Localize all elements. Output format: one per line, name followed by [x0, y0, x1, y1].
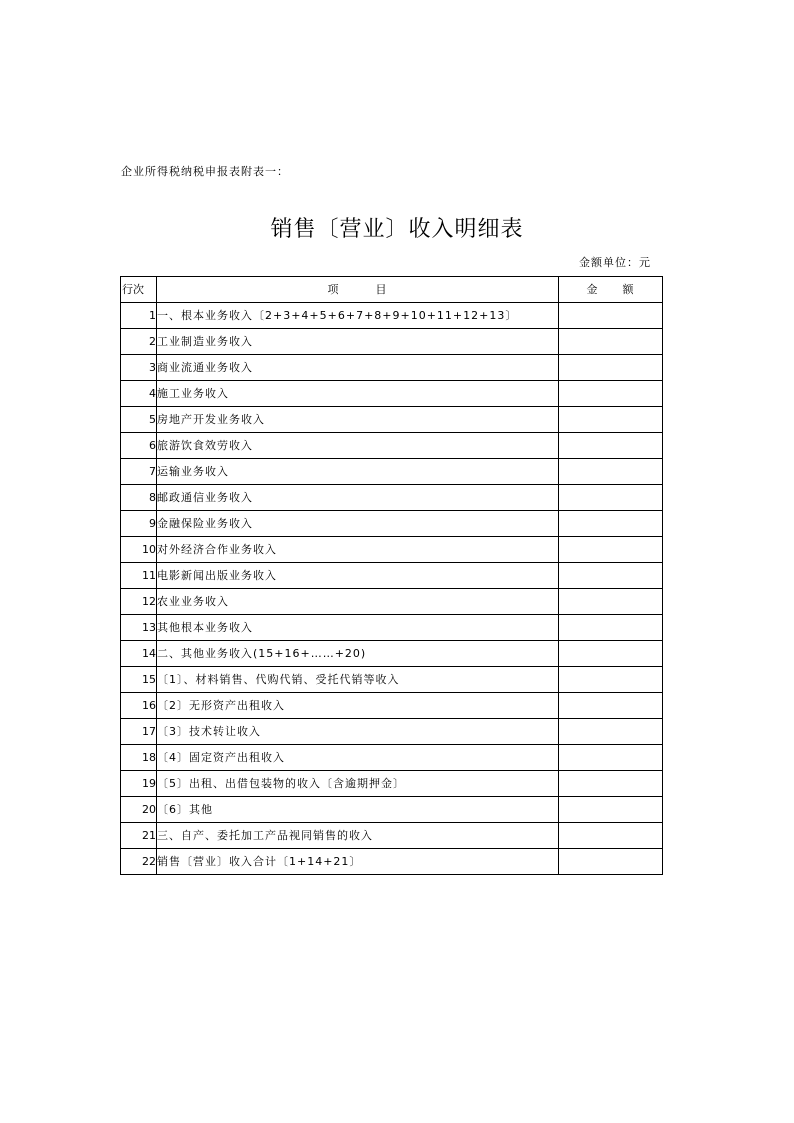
- table-row: [121, 771, 663, 797]
- row-item-label: 销售〔营业〕收入合计〔1+14+21〕: [157, 849, 559, 875]
- row-amount-cell[interactable]: [559, 563, 663, 589]
- row-amount-cell[interactable]: [559, 303, 663, 329]
- row-amount-cell[interactable]: [559, 615, 663, 641]
- row-amount-cell[interactable]: [559, 329, 663, 355]
- row-item-label: 〔5〕出租、出借包装物的收入〔含逾期押金〕: [157, 771, 559, 797]
- row-number: 17: [121, 719, 157, 745]
- currency-unit-note: 金额单位：元: [579, 256, 651, 269]
- row-amount-cell[interactable]: [559, 511, 663, 537]
- row-item-label: 运输业务收入: [157, 459, 559, 485]
- row-item-label: 工业制造业务收入: [157, 329, 559, 355]
- table-row: [121, 355, 663, 381]
- row-item-label: 施工业务收入: [157, 381, 559, 407]
- row-amount-cell[interactable]: [559, 433, 663, 459]
- row-item-label: 电影新闻出版业务收入: [157, 563, 559, 589]
- row-item-label: 二、其他业务收入(15+16+……+20): [157, 641, 559, 667]
- row-number: 19: [121, 771, 157, 797]
- row-number: 20: [121, 797, 157, 823]
- table-row: [121, 407, 663, 433]
- row-number: 6: [121, 433, 157, 459]
- table-row: [121, 641, 663, 667]
- row-number: 10: [121, 537, 157, 563]
- row-item-label: 邮政通信业务收入: [157, 485, 559, 511]
- header-amount-char-1: 金: [586, 282, 599, 296]
- row-amount-cell[interactable]: [559, 537, 663, 563]
- row-number: 22: [121, 849, 157, 875]
- row-amount-cell[interactable]: [559, 693, 663, 719]
- table-row: [121, 433, 663, 459]
- table-row: [121, 589, 663, 615]
- row-item-label: 〔2〕无形资产出租收入: [157, 693, 559, 719]
- table-row: [121, 381, 663, 407]
- row-amount-cell[interactable]: [559, 381, 663, 407]
- row-item-label: 对外经济合作业务收入: [157, 537, 559, 563]
- table-row: [121, 823, 663, 849]
- row-item-label: 〔6〕其他: [157, 797, 559, 823]
- row-item-label: 旅游饮食效劳收入: [157, 433, 559, 459]
- row-number: 16: [121, 693, 157, 719]
- table-row: [121, 693, 663, 719]
- row-number: 5: [121, 407, 157, 433]
- row-amount-cell[interactable]: [559, 823, 663, 849]
- table-row: [121, 797, 663, 823]
- row-number: 8: [121, 485, 157, 511]
- row-amount-cell[interactable]: [559, 667, 663, 693]
- header-row-number: 行次: [121, 277, 157, 303]
- table-row: [121, 485, 663, 511]
- table-header-row: [121, 277, 663, 303]
- row-amount-cell[interactable]: [559, 797, 663, 823]
- row-amount-cell[interactable]: [559, 407, 663, 433]
- row-number: 9: [121, 511, 157, 537]
- table-row: [121, 511, 663, 537]
- row-amount-cell[interactable]: [559, 745, 663, 771]
- revenue-detail-table: [120, 276, 663, 875]
- row-item-label: 房地产开发业务收入: [157, 407, 559, 433]
- table-row: [121, 745, 663, 771]
- row-item-label: 〔4〕固定资产出租收入: [157, 745, 559, 771]
- row-number: 13: [121, 615, 157, 641]
- table-row: [121, 303, 663, 329]
- header-amount: [559, 277, 663, 303]
- row-item-label: 〔3〕技术转让收入: [157, 719, 559, 745]
- row-amount-cell[interactable]: [559, 771, 663, 797]
- row-number: 2: [121, 329, 157, 355]
- row-number: 15: [121, 667, 157, 693]
- row-number: 4: [121, 381, 157, 407]
- header-amount-char-2: 额: [622, 282, 635, 296]
- row-amount-cell[interactable]: [559, 485, 663, 511]
- attachment-note: 企业所得税纳税申报表附表一：: [121, 165, 289, 178]
- row-amount-cell[interactable]: [559, 719, 663, 745]
- row-number: 18: [121, 745, 157, 771]
- table-row: [121, 849, 663, 875]
- row-amount-cell[interactable]: [559, 641, 663, 667]
- row-number: 3: [121, 355, 157, 381]
- header-item-char-2: 目: [375, 282, 388, 296]
- document-title: 销售〔营业〕收入明细表: [270, 217, 524, 242]
- row-number: 21: [121, 823, 157, 849]
- header-item-char-1: 项: [327, 282, 340, 296]
- row-item-label: 商业流通业务收入: [157, 355, 559, 381]
- table-row: [121, 615, 663, 641]
- row-number: 12: [121, 589, 157, 615]
- table-row: [121, 563, 663, 589]
- row-item-label: 农业业务收入: [157, 589, 559, 615]
- row-amount-cell[interactable]: [559, 849, 663, 875]
- table-row: [121, 459, 663, 485]
- row-amount-cell[interactable]: [559, 355, 663, 381]
- row-amount-cell[interactable]: [559, 459, 663, 485]
- row-item-label: 一、根本业务收入〔2+3+4+5+6+7+8+9+10+11+12+13〕: [157, 303, 559, 329]
- table-row: [121, 719, 663, 745]
- row-number: 11: [121, 563, 157, 589]
- table-row: [121, 329, 663, 355]
- row-amount-cell[interactable]: [559, 589, 663, 615]
- row-number: 1: [121, 303, 157, 329]
- table-row: [121, 537, 663, 563]
- table-body: [121, 303, 663, 875]
- table-row: [121, 667, 663, 693]
- row-item-label: 三、自产、委托加工产品视同销售的收入: [157, 823, 559, 849]
- row-item-label: 其他根本业务收入: [157, 615, 559, 641]
- row-number: 14: [121, 641, 157, 667]
- row-number: 7: [121, 459, 157, 485]
- row-item-label: 〔1〕、材料销售、代购代销、受托代销等收入: [157, 667, 559, 693]
- row-item-label: 金融保险业务收入: [157, 511, 559, 537]
- header-item: [157, 277, 559, 303]
